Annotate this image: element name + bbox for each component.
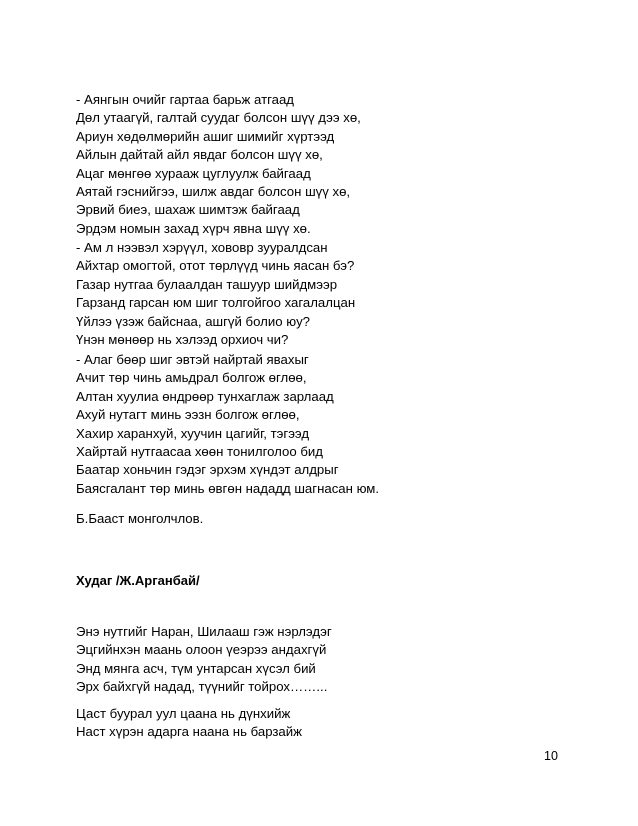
stanza-3 (76, 351, 576, 498)
poem-line: Алтан хуулиа өндрөөр тунхаглаж зарлаад (76, 388, 334, 404)
poem-line: Эрдэм номын захад хүрч явна шүү хө. (76, 220, 311, 236)
poem-line: - Ам л нээвэл хэрүүл, хововр зуурaлдсан (76, 240, 328, 255)
poem-line: Эрх байхгүй нaдад, түүнийг тойрох……... (76, 679, 328, 695)
poem-line: Газар нутгаа булаалдан ташуур шийдмээр (76, 276, 338, 292)
poem-line: Ахуй нутагт минь ээзн болгож өглөө, (76, 407, 300, 423)
stanza-2 (76, 239, 576, 349)
poem-line: Баатар хоньчин гэдэг эрхэм хүндэт алдрыг (76, 462, 339, 478)
poem-line: Аятай гэснийгээ, шилж авдаг болсон шүү хө, (76, 183, 351, 199)
poem-line: - Алаг бөөр шиг эвтэй найртай явахыг (76, 352, 309, 367)
poem-line: Дөл утаагүй, галтай суудаг болсон шүү дээ хө, (76, 110, 361, 126)
poem-line: Ацаг мөнгөө хурааж цуглуулж байгаад (76, 165, 311, 181)
poem-line: Айхтар омогтой, отот төрлүүд чинь яасан бэ? (76, 258, 355, 274)
poem-line: Эрвий биеэ, шахаж шимтэж байгаад (76, 202, 300, 218)
poem-line: Баясгалант төр минь өвгөн нададд шагнасан юм. (76, 480, 380, 496)
poem-line: - Аянгын очийг гартаа барьж атгаад (76, 92, 294, 107)
poem-line: Наст хүрэн адарга наана нь барзайж (76, 724, 302, 740)
stanza-4 (76, 623, 576, 697)
poem-line: Үйлээ үзэж байснаа, ашгүй болио юу? (76, 313, 311, 329)
poem-line: Энэ нутгийг Наран, Шилааш гэж нэрлэдэг (76, 624, 332, 639)
poem-line: Энд мянга асч, түм унтарсан хүсэл бий (76, 660, 316, 676)
poem-line: Хайртай нутгаасаа хөөн тонилголоо бид (76, 443, 323, 459)
poem-line: Ачит төр чинь амьдрал болгож өглөө, (76, 370, 307, 386)
poem-title: Худаг /Ж.Арганбай/ (76, 573, 200, 588)
poem-line: Эцгийнхэн маань олоон үеэрээ андахгүй (76, 642, 327, 658)
stanza-1 (76, 91, 576, 238)
poem-line: Цаст буурал уул цаана нь дүнхийж (76, 706, 291, 721)
translator-attribution: Б.Бааст монголчлов. (76, 511, 204, 526)
poem-line: Гарзанд гарсан юм шиг толгойгоо хагалалцан (76, 295, 356, 311)
poem-line: Ариун хөдөлмөрийн ашиг шимийг хүртээд (76, 128, 335, 144)
stanza-5 (76, 705, 576, 742)
poem-line: Үнэн мөнөөр нь хэлээд орхиоч чи? (76, 331, 289, 347)
page-number: 10 (544, 749, 558, 763)
poem-line: Айлын дайтай айл явдаг болсон шүү хө, (76, 147, 323, 163)
poem-line: Хахир харанхуй, хуучин цагийг, тэгээд (76, 425, 310, 441)
